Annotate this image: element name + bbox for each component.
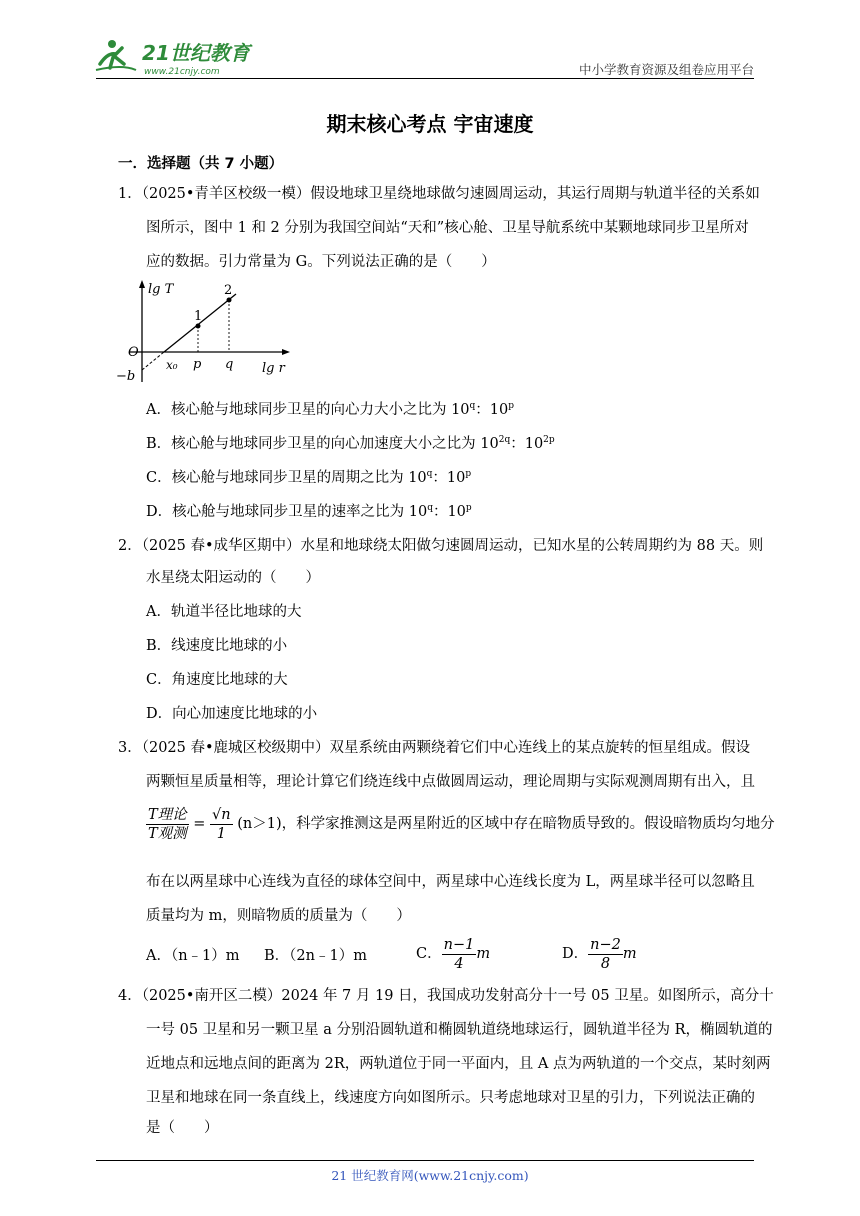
q3-line2: 两颗恒星质量相等，理论计算它们绕连线中点做圆周运动，理论周期与实际观测周期有出入，且 [146, 774, 755, 790]
q3-line4: 布在以两星球中心连线为直径的球体空间中，两星球中心连线长度为 L，两星球半径可以忽略且 [146, 874, 755, 890]
page-header [0, 0, 860, 80]
q4-line5: 是（ ） [146, 1120, 219, 1136]
graph-p: p [193, 357, 202, 372]
q1-option-a: A．核心舱与地球同步卫星的向心力大小之比为 10$^q$：10$^p$ [146, 401, 515, 418]
graph-x-label: lg r [262, 361, 285, 376]
header-rule [96, 78, 754, 79]
q1-line1: 1．（2025•青羊区校级一模）假设地球卫星绕地球做匀速圆周运动，其运行周期与轨道半径的关系如 [118, 186, 760, 202]
q3-option-c: C． $\frac{n-1}{4}$ m [416, 936, 491, 972]
q2-line1: 2．（2025 春•成华区期中）水星和地球绕太阳做匀速圆周运动，已知水星的公转周期约为 88 天。则 [118, 538, 764, 554]
q2-option-c: C．角速度比地球的大 [146, 672, 288, 688]
q3-option-a: A．（n﹣1）m [146, 948, 240, 964]
footer-rule [96, 1160, 754, 1161]
q4-line1: 4．（2025•南开区二模）2024 年 7 月 19 日，我国成功发射高分十一号 05 卫星。如图所示，高分十 [118, 988, 774, 1004]
graph-label-2: 2 [224, 283, 233, 298]
q1-graph [112, 280, 292, 386]
graph-neg-b: −b [116, 369, 136, 384]
logo-text: 21世纪教育 [142, 41, 250, 65]
graph-x0: x₀ [166, 358, 178, 372]
q1-option-c: C．核心舱与地球同步卫星的周期之比为 10$^q$：10$^p$ [146, 469, 472, 486]
q3-option-d: D． $\frac{n-2}{8}$ m [562, 936, 637, 972]
q4-line3: 近地点和远地点间的距离为 2R，两轨道位于同一平面内，且 A 点为两轨道的一个交点，某时刻两 [146, 1056, 771, 1072]
graph-origin: O [128, 345, 139, 360]
page-title: 期末核心考点 宇宙速度 [326, 112, 534, 136]
q3-option-b: B．（2n﹣1）m [264, 948, 367, 964]
q2-option-a: A．轨道半径比地球的大 [146, 604, 302, 620]
q3-line1: 3．（2025 春•鹿城区校级期中）双星系统由两颗绕着它们中心连线上的某点旋转的恒星组成。假设 [118, 740, 751, 756]
q1-option-b: B．核心舱与地球同步卫星的向心加速度大小之比为 $10^{2q}$：$10^{2p}$ [146, 435, 555, 452]
q4-line4: 卫星和地球在同一条直线上，线速度方向如图所示。只考虑地球对卫星的引力，下列说法正确的 [146, 1090, 755, 1106]
graph-dashed-extension [142, 352, 164, 370]
graph-y-label: lg T [148, 282, 174, 297]
platform-name: 中小学教育资源及组卷应用平台 [578, 62, 754, 77]
q4-line2: 一号 05 卫星和另一颗卫星 a 分别沿圆轨道和椭圆轨道绕地球运行，圆轨道半径为 R，椭圆轨道的 [146, 1022, 773, 1038]
graph-q: q [225, 357, 234, 372]
q3-equation-line: $\frac{\text{T理论}}{\text{T观测}}$ = $\frac{√n}{1}$ (n＞1)，科学家推测这是两星附近的区域中存在暗物质导致的。假设暗物质均匀地分 [148, 806, 775, 842]
logo-url: www.21cnjy.com [144, 67, 220, 77]
graph-point-2 [227, 298, 232, 303]
q1-option-d: D．核心舱与地球同步卫星的速率之比为 10$^q$：10$^p$ [146, 503, 472, 520]
logo [92, 34, 262, 78]
section-heading: 一．选择题（共 7 小题） [118, 156, 284, 172]
graph-label-1: 1 [194, 309, 203, 324]
footer-link[interactable]: 21 世纪教育网(www.21cnjy.com) [331, 1168, 529, 1183]
q1-line2: 图所示，图中 1 和 2 分别为我国空间站“天和”核心舱、卫星导航系统中某颗地球同步卫星所对 [146, 220, 749, 236]
q2-option-b: B．线速度比地球的小 [146, 638, 288, 654]
q3-line5: 质量均为 m，则暗物质的质量为（ ） [146, 908, 411, 924]
q3-fraction-periods: $\frac{\text{T理论}}{\text{T观测}}$ [148, 806, 187, 842]
graph-point-1 [196, 324, 201, 329]
q2-line2: 水星绕太阳运动的（ ） [146, 570, 320, 586]
q2-option-d: D．向心加速度比地球的小 [146, 706, 318, 722]
q3-fraction-sqrt: $\frac{√n}{1}$ [212, 806, 231, 842]
q1-line3: 应的数据。引力常量为 G。下列说法正确的是（ ） [146, 254, 496, 270]
